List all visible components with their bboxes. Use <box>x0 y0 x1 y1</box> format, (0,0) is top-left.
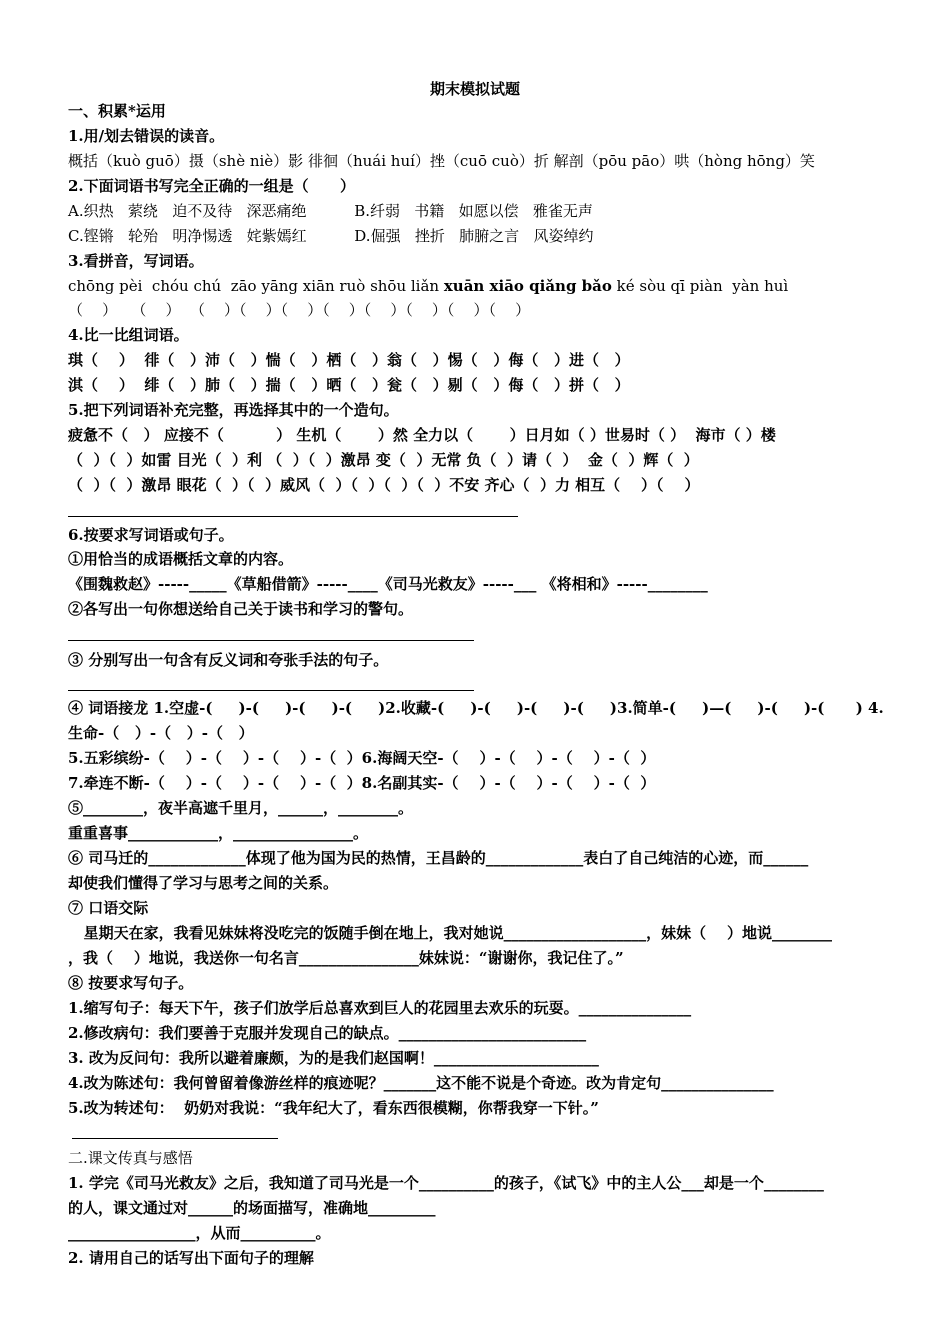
q6-part2: ②各写出一句你想送给自己关于读书和学习的警句。 <box>68 600 414 618</box>
q5-answer-line[interactable] <box>68 516 518 517</box>
q6-part8-4: 4.改为陈述句：我何曾留着像游丝样的痕迹呢？_______这不能不说是个奇迹。改为肯定句_______________ <box>68 1074 774 1092</box>
q3-prompt: 3.看拼音，写词语。 <box>68 252 204 270</box>
q6-part4-a: ④ 词语接龙 1.空虚-( )-( )-( )-( )2.收藏-( )-( )-( )-( )3.简单-( )—( )-( )-( ) 4. <box>68 699 884 717</box>
s2-q1-a: 1. 学完《司马光救友》之后，我知道了司马光是一个__________的孩子，《试飞》中的主人公___却是一个________ <box>68 1174 824 1192</box>
q6-part4-c: 5.五彩缤纷-（ ）-（ ）-（ ）-（ ）6.海阔天空-（ ）-（ ）-（ ）-（ ） <box>68 749 656 767</box>
q3-pinyin <box>68 276 788 296</box>
q6-part1-line: 《围魏救赵》-----_____《草船借箭》-----____《司马光救友》-----___ 《将相和》-----________ <box>68 575 708 593</box>
q6-part5-a: ⑤________，夜半高遮千里月，______，________。 <box>68 799 414 817</box>
q2-prompt: 2.下面词语书写完全正确的一组是（ ） <box>68 177 355 195</box>
q6-part3: ③ 分别写出一句含有反义词和夸张手法的句子。 <box>68 651 389 669</box>
q6-part4-b: 生命-（ ）-（ ）-（ ） <box>68 724 254 742</box>
q2-row1: A.织热 萦绕 迫不及待 深恶痛绝 B.纤弱 书籍 如愿以偿 雅雀无声 <box>68 202 593 220</box>
q5-row3: （ ）（ ）激昂 眼花（ ）（ ）威风（ ）（ ）（ ）（ ）不安 齐心（ ）力 相互（ ）（ ） <box>68 476 700 494</box>
q6-part4-d: 7.牵连不断-（ ）-（ ）-（ ）-（ ）8.名副其实-（ ）-（ ）-（ ）-（ ） <box>68 774 656 792</box>
q6-part8-1: 1.缩写句子：每天下午，孩子们放学后总喜欢到巨人的花园里去欢乐的玩耍。_______________ <box>68 999 692 1017</box>
q5-row2: （ ）（ ）如雷 目光（ ）利 （ ）（ ）激昂 变（ ）无常 负（ ）请（ ） 金（ ）辉（ ） <box>68 451 699 469</box>
q1-line: 概括（kuò guō）摄（shè niè）影 徘徊（huái huí）挫（cuō cuò）折 解剖（pōu pāo）哄（hòng hōng）笑 <box>68 152 815 170</box>
q3-blanks: （ ） （ ） （ ）（ ）（ ）（ ）（ ）（ ）（ ）（ ） <box>68 301 531 319</box>
section1-heading: 一、积累*运用 <box>68 102 166 120</box>
q6-part8-3: 3. 改为反问句：我所以避着廉颇，为的是我们赵国啊！______________________ <box>68 1049 599 1067</box>
section2-heading: 二.课文传真与感悟 <box>68 1149 193 1167</box>
q5-row1: 疲惫不（ ） 应接不（ ） 生机（ ）然 全力以（ ）日月如（ ）世易时（ ） 海市（ ）楼 <box>68 426 776 444</box>
s2-q1-b: 的人，课文通过对______的场面描写，准确地_________ <box>68 1199 436 1217</box>
q2-row2: C.铿锵 轮殆 明净惕透 姹紫嫣红 D.倔强 挫折 肺腑之言 风姿绰约 <box>68 227 594 245</box>
q6-part8-2: 2.修改病句：我们要善于克服并发现自己的缺点。_________________________ <box>68 1024 587 1042</box>
q3-pinyin-c: ké sòu qī piàn yàn huì <box>611 277 789 295</box>
s2-q2: 2. 请用自己的话写出下面句子的理解 <box>68 1249 314 1267</box>
q4-row2: 淇（ ） 绯（ ）肺（ ）揣（ ）晒（ ）瓮（ ）剔（ ）侮（ ）拼（ ） <box>68 376 630 394</box>
q6-part7-a: 星期天在家，我看见妹妹将没吃完的饭随手倒在地上，我对她说___________________，妹妹（ ）地说________ <box>68 924 833 942</box>
q4-prompt: 4.比一比组词语。 <box>68 326 189 344</box>
q6-part1: ①用恰当的成语概括文章的内容。 <box>68 550 294 568</box>
q6-part7: ⑦ 口语交际 <box>68 899 149 917</box>
q6-part3-answer-line[interactable] <box>68 690 474 691</box>
q6-part5-b: 重重喜事____________，________________。 <box>68 824 369 842</box>
s2-q1-c: _________________，从而__________。 <box>68 1224 331 1242</box>
q6-part2-answer-line[interactable] <box>68 640 474 641</box>
q6-part8: ⑧ 按要求写句子。 <box>68 974 194 992</box>
q3-pinyin-a: chōng pèi chóu chú zāo yāng xiān ruò shōu liǎn <box>68 277 444 295</box>
q6-part8-5: 5.改为转述句： 奶奶对我说：“我年纪大了，看东西很模糊，你帮我穿一下针。” <box>68 1099 599 1117</box>
q6-prompt: 6.按要求写词语或句子。 <box>68 526 234 544</box>
q4-row1: 琪（ ） 徘（ ）沛（ ）惴（ ）栖（ ）翁（ ）惕（ ）侮（ ）进（ ） <box>68 351 630 369</box>
page-title: 期末模拟试题 <box>429 80 520 98</box>
q1-prompt: 1.用/划去错误的读音。 <box>68 127 225 145</box>
q6-part6-b: 却使我们懂得了学习与思考之间的关系。 <box>68 874 339 892</box>
q5-prompt: 5.把下列词语补充完整，再选择其中的一个造句。 <box>68 401 399 419</box>
q3-pinyin-b: xuān xiāo qiǎng bǎo <box>443 277 612 295</box>
q6-part7-b: ，我（ ）地说，我送你一句名言________________妹妹说：“谢谢你，我记住了。” <box>68 949 624 967</box>
q6-part6-a: ⑥ 司马迁的_____________体现了他为国为民的热情，王昌龄的_____________表白了自己纯洁的心迹，而______ <box>68 849 809 867</box>
q6-part8-5-answer-line[interactable] <box>72 1138 278 1139</box>
